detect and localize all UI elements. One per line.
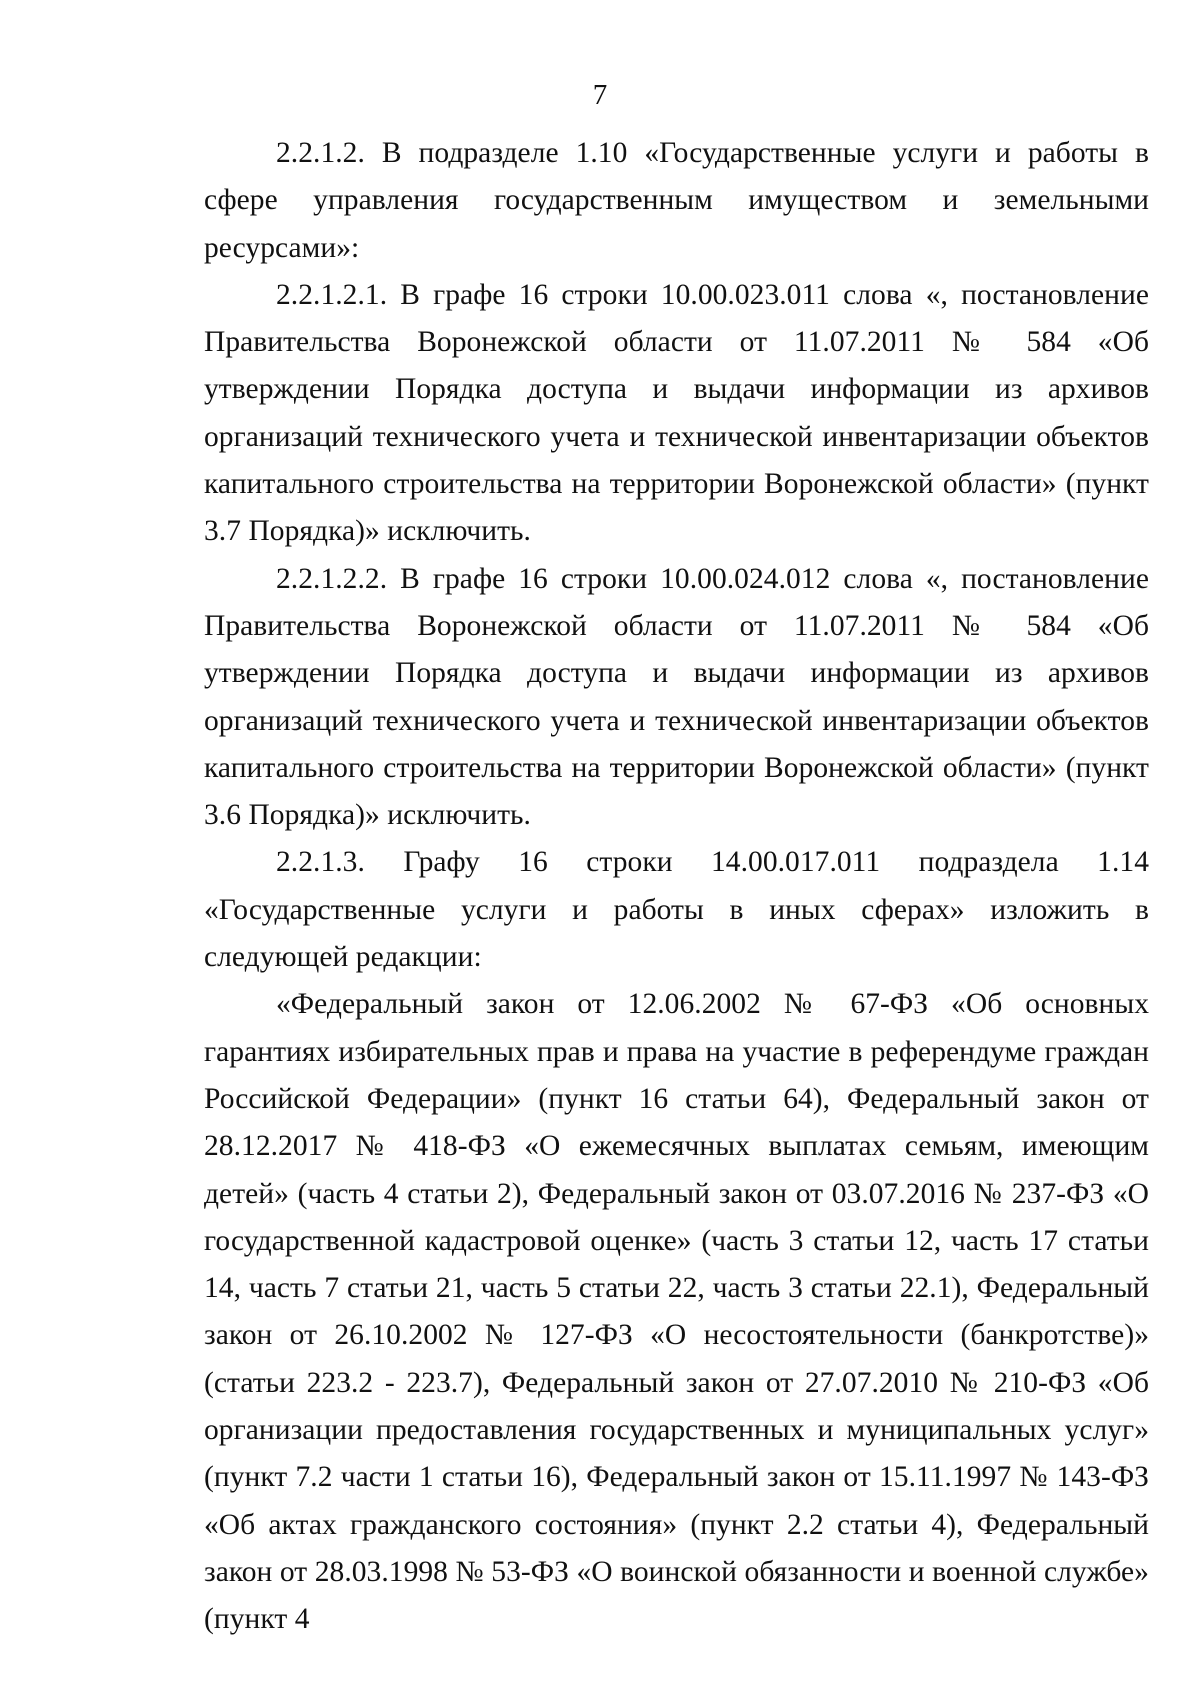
- paragraph-2-2-1-2-2: 2.2.1.2.2. В графе 16 строки 10.00.024.012 слова «, постановление Правительства Воронежской области от 11.07.2011 № 584 «Об утверждении Порядка доступа и выдачи информации из архивов организаций технического учета и технической инвентаризации объектов капитального строительства на территории Воронежской области» (пункт 3.6 Порядка)» исключить.: [204, 562, 1149, 832]
- page-number: 7: [592, 79, 608, 111]
- paragraph-new-wording: «Федеральный закон от 12.06.2002 № 67-ФЗ «Об основных гарантиях избирательных прав и права на участие в референдуме граждан Российской Федерации» (пункт 16 статьи 64), Федеральный закон от 28.12.2017 № 418-ФЗ «О ежемесячных выплатах семьям, имеющим детей» (часть 4 статьи 2), Федеральный закон от 03.07.2016 № 237-ФЗ «О государственной кадастровой оценке» (часть 3 статьи 12, часть 17 статьи 14, часть 7 статьи 21, часть 5 статьи 22, часть 3 статьи 22.1), Федеральный закон от 26.10.2002 № 127-ФЗ «О несостоятельности (банкротстве)» (статьи 223.2 - 223.7), Федеральный закон от 27.07.2010 № 210-ФЗ «Об организации предоставления государственных и муниципальных услуг» (пункт 7.2 части 1 статьи 16), Федеральный закон от 15.11.1997 № 143-ФЗ «Об актах гражданского состояния» (пункт 2.2 статьи 4), Федеральный закон от 28.03.1998 № 53-ФЗ «О воинской обязанности и военной службе» (пункт 4: [204, 988, 1149, 1636]
- paragraph-2-2-1-2: 2.2.1.2. В подразделе 1.10 «Государственные услуги и работы в сфере управления государственным имуществом и земельными ресурсами»:: [204, 137, 1149, 264]
- document-body: [204, 130, 1149, 1644]
- paragraph-2-2-1-2-1: 2.2.1.2.1. В графе 16 строки 10.00.023.011 слова «, постановление Правительства Воронежской области от 11.07.2011 № 584 «Об утверждении Порядка доступа и выдачи информации из архивов организаций технического учета и технической инвентаризации объектов капитального строительства на территории Воронежской области» (пункт 3.7 Порядка)» исключить.: [204, 278, 1149, 548]
- paragraph-2-2-1-3: 2.2.1.3. Графу 16 строки 14.00.017.011 подраздела 1.14 «Государственные услуги и работы в иных сферах» изложить в следующей редакции:: [204, 846, 1149, 974]
